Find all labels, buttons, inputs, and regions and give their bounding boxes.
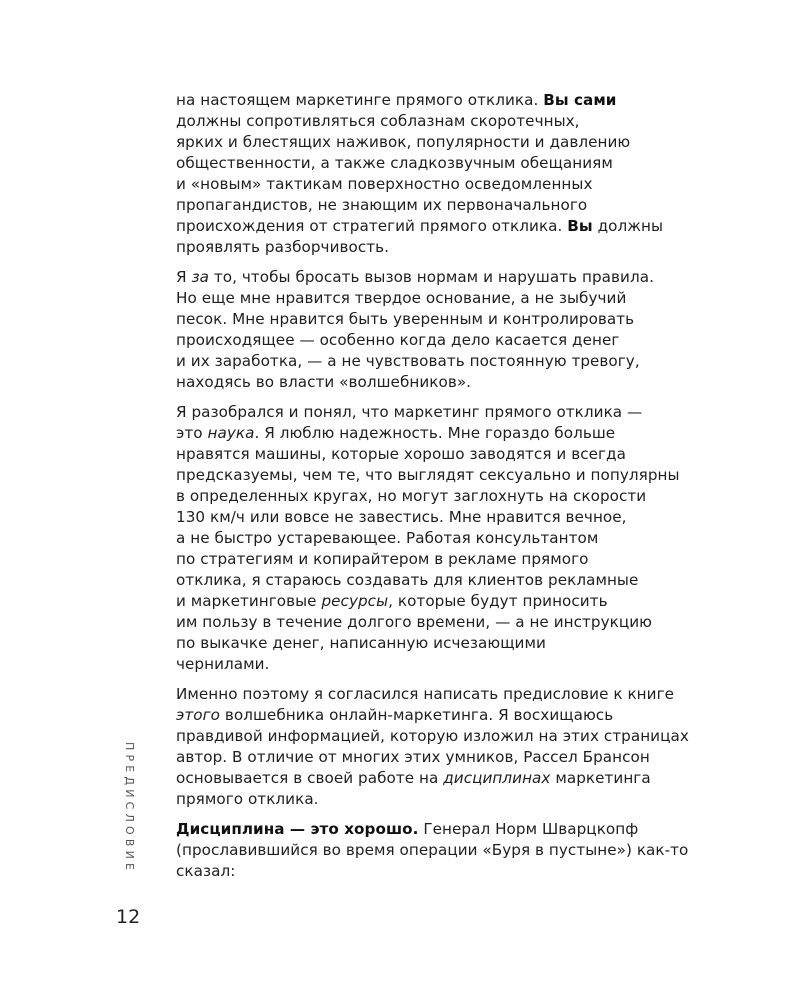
text-line <box>176 267 716 288</box>
text-line <box>176 111 716 132</box>
page-number: 12 <box>116 906 141 928</box>
text-line <box>176 549 716 570</box>
text-run: волшебника онлайн-маркетинга. Я восхищаюсь <box>220 706 614 724</box>
text-line <box>176 705 716 726</box>
text-line <box>176 132 716 153</box>
text-run: . Я люблю надежность. Мне гораздо больше <box>254 424 616 442</box>
text-run: а не быстро устаревающее. Работая консультантом <box>176 529 599 547</box>
text-run: в определенных кругах, но могут заглохнуть на скорости <box>176 487 647 505</box>
text-line <box>176 819 716 840</box>
paragraph <box>176 402 716 675</box>
text-run: Генерал Норм Шварцкопф <box>418 820 639 838</box>
text-line <box>176 351 716 372</box>
text-run: отклика, я стараюсь создавать для клиентов рекламные <box>176 571 639 589</box>
italic-run: наука <box>207 424 255 442</box>
text-run: Я <box>176 268 192 286</box>
text-line <box>176 789 716 810</box>
text-run: автор. В отличие от многих этих умников, Рассел Брансон <box>176 748 650 766</box>
text-line <box>176 216 716 237</box>
text-line <box>176 726 716 747</box>
text-line <box>176 237 716 258</box>
paragraph <box>176 684 716 810</box>
text-line <box>176 90 716 111</box>
text-line <box>176 633 716 654</box>
text-line <box>176 444 716 465</box>
text-run: песок. Мне нравится быть уверенным и контролировать <box>176 310 635 328</box>
text-run: основывается в своей работе на <box>176 769 444 787</box>
bold-run: Вы <box>567 217 593 235</box>
text-line <box>176 372 716 393</box>
text-line <box>176 861 716 882</box>
bold-run: Дисциплина — это хорошо. <box>176 820 419 838</box>
text-line <box>176 288 716 309</box>
italic-run: этого <box>176 706 220 724</box>
text-run: Но еще мне нравится твердое основание, а не зыбучий <box>176 289 627 307</box>
text-line <box>176 174 716 195</box>
text-run: Я разобрался и понял, что маркетинг прямого отклика — <box>176 403 643 421</box>
text-line <box>176 528 716 549</box>
text-run: происхождения от стратегий прямого отклика. <box>176 217 568 235</box>
text-line <box>176 591 716 612</box>
text-line <box>176 423 716 444</box>
text-line <box>176 195 716 216</box>
paragraph <box>176 267 716 393</box>
text-run: 130 км/ч или вовсе не завестись. Мне нравится вечное, <box>176 508 627 526</box>
text-line <box>176 507 716 528</box>
text-run: предсказуемы, чем те, что выглядят сексуально и популярны <box>176 466 680 484</box>
text-run: то, чтобы бросать вызов нормам и нарушать правила. <box>208 268 654 286</box>
text-line <box>176 153 716 174</box>
text-run: (прославившийся во время операции «Буря в пустыне») как-то <box>176 841 689 859</box>
text-run: по выкачке денег, написанную исчезающими <box>176 634 546 652</box>
text-line <box>176 465 716 486</box>
text-run: и их заработка, — а не чувствовать постоянную тревогу, <box>176 352 640 370</box>
text-line <box>176 330 716 351</box>
text-run: , которые будут приносить <box>388 592 608 610</box>
italic-run: дисциплинах <box>443 769 551 787</box>
text-run: ярких и блестящих наживок, популярности и давлению <box>176 133 631 151</box>
text-run: сказал: <box>176 862 236 880</box>
text-line <box>176 747 716 768</box>
text-run: прямого отклика. <box>176 790 319 808</box>
text-run: проявлять разборчивость. <box>176 238 390 256</box>
text-run: маркетинга <box>550 769 651 787</box>
paragraph <box>176 819 716 882</box>
text-run: общественности, а также сладкозвучным обещаниям <box>176 154 613 172</box>
text-run: им пользу в течение долгого времени, — а не инструкцию <box>176 613 652 631</box>
italic-run: ресурсы <box>321 592 389 610</box>
text-run: должны <box>592 217 663 235</box>
bold-run: Вы сами <box>543 91 617 109</box>
text-run: это <box>176 424 208 442</box>
text-line <box>176 840 716 861</box>
paragraph <box>176 90 716 258</box>
text-line <box>176 654 716 675</box>
running-head: ПРЕДИСЛОВИЕ <box>123 742 136 875</box>
text-run: на настоящем маркетинге прямого отклика. <box>176 91 544 109</box>
text-line <box>176 570 716 591</box>
text-run: Именно поэтому я согласился написать предисловие к книге <box>176 685 674 703</box>
text-line <box>176 768 716 789</box>
text-run: нравятся машины, которые хорошо заводятся и всегда <box>176 445 626 463</box>
text-line <box>176 486 716 507</box>
text-run: правдивой информацией, которую изложил на этих страницах <box>176 727 689 745</box>
text-line <box>176 309 716 330</box>
italic-run: за <box>191 268 209 286</box>
text-run: должны сопротивляться соблазнам скоротечных, <box>176 112 580 130</box>
text-run: находясь во власти «волшебников». <box>176 373 472 391</box>
text-line <box>176 402 716 423</box>
text-run: происходящее — особенно когда дело касается денег <box>176 331 620 349</box>
text-run: пропагандистов, не знающим их первоначального <box>176 196 588 214</box>
text-line <box>176 612 716 633</box>
text-run: чернилами. <box>176 655 270 673</box>
text-run: и «новым» тактикам поверхностно осведомленных <box>176 175 593 193</box>
text-line <box>176 684 716 705</box>
text-run: и маркетинговые <box>176 592 322 610</box>
text-column <box>176 90 716 891</box>
text-run: по стратегиям и копирайтером в рекламе прямого <box>176 550 589 568</box>
